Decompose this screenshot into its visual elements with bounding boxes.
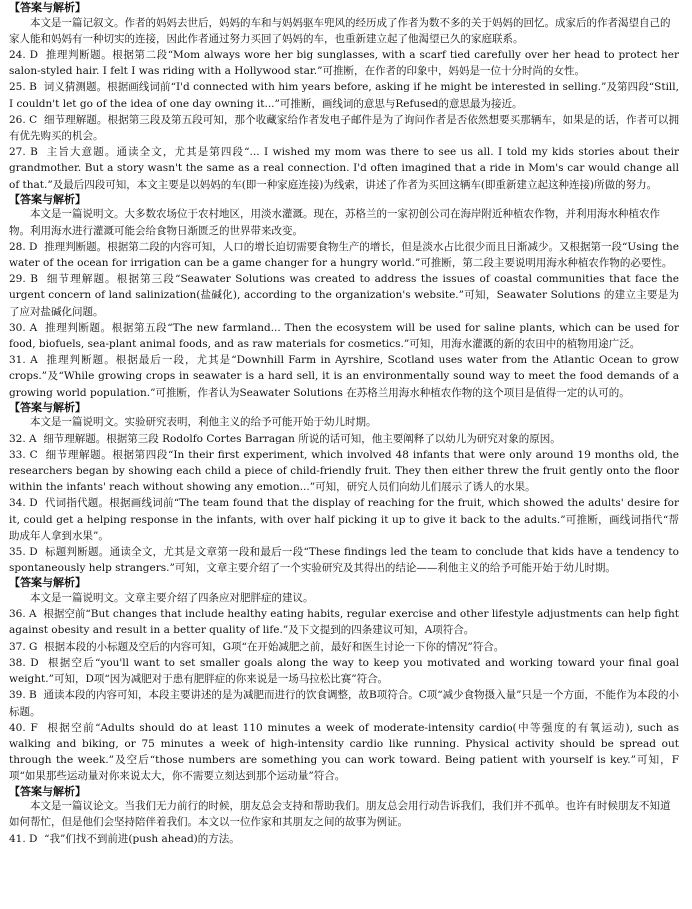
answer-item [9,239,679,271]
answer-item [9,271,679,320]
answer-number: 30. A [9,321,38,334]
answer-explanation: 推理判断题。根据最后一段，尤其是“Downhill Farm in Ayrshire, Scotland uses water from the Atlantic Ocean to grow crops.”及“While growing crops in seawater is a hard sell, it is an environmentally sound way to meet the food demands of a growing world population.”可推断，作者认为Seawater Solutions 在苏格兰用海水种植农作物的这个项目是值得一定的认可的。 [9,354,679,399]
answer-item [9,831,679,847]
answer-explanation: 细节理解题。根据第三段 Rodolfo Cortes Barragan 所说的话可知，他主要阐释了以幼儿为研究对象的原因。 [43,432,561,445]
answer-number: 25. B [9,81,37,94]
section-intro: 本文是一篇议论文。当我们无力前行的时候，朋友总会支持和帮助我们。朋友总会用行动告诉我们，我们并不孤单。也许有时候朋友不知道如何帮忙，但是他们会坚持陪伴着我们。本文以一位作家和其朋友之间的故事为例证。 [9,800,671,829]
answer-item [9,687,679,719]
answer-number: 32. A [9,432,37,445]
answer-explanation: 主旨大意题。通读全文，尤其是第四段“... I wished my mom was there to see us all. I told my kids stories about their grandmother. But a story wasn't the same as a real connection. I'd often imagined that a ride in Mom's car would change all of that.”及最后四段可知，本文主要是以妈妈的车(即一种家庭连接)为线索，讲述了作者为买回这辆车(即重新建立起这种连接)所做的努力。 [9,146,679,191]
answer-number: 36. A [9,608,37,621]
answer-item [9,352,679,401]
answer-number: 40. F [9,721,38,734]
section-heading: 【答案与解析】 [9,400,86,414]
answer-item [9,655,679,687]
answer-number: 29. B [9,273,38,286]
answer-item [9,144,679,193]
answer-item [9,431,679,447]
section-intro: 本文是一篇说明文。大多数农场位于农村地区，用淡水灌溉。现在，苏格兰的一家初创公司在海岸附近种植农作物，并利用海水种植农作物。利用海水进行灌溉可能会给食物日渐匮乏的世界带来改变。 [9,208,660,237]
answer-explanation: 根据本段的小标题及空后的内容可知，G项“在开始减肥之前，最好和医生讨论一下你的情况”符合。 [44,640,505,653]
answer-number: 37. G [9,640,38,653]
answer-section-1 [9,1,679,193]
answer-number: 26. C [9,113,38,126]
answer-item [9,79,679,111]
answer-item [9,720,679,785]
answer-number: 41. D [9,832,38,845]
section-heading: 【答案与解析】 [9,1,86,14]
answer-explanation: 细节理解题。根据第四段“In their first experiment, which involved 48 infants that were only around 19 months old, the researchers began by showing each child a piece of child-friendly fruit. They then either threw the fruit gently onto the floor within the infants' reach without showing any emotion...”可知，研究人员们向幼儿们展示了诱人的水果。 [9,448,679,494]
answer-explanation: 细节理解题。根据第三段“Seawater Solutions was created to address the issues of coastal communities that face the urgent concern of land salinization(盐碱化), according to the organization's website.”可知，Seawater Solutions 的建立主要是为了应对盐碱化问题。 [9,273,679,318]
answer-section-5 [9,785,679,847]
answer-number: 28. D [9,240,38,253]
answer-number: 39. B [9,689,37,702]
answer-number: 35. D [9,546,38,559]
section-heading: 【答案与解析】 [9,192,86,206]
answer-item [9,495,679,544]
answer-item [9,639,679,655]
answer-number: 31. A [9,354,38,367]
answer-explanation: 根据空前“But changes that include healthy eating habits, regular exercise and other lifestyle adjustments can help fight against obesity and result in a better quality of life.”及下文提到的四条建议可知，A项符合。 [9,608,679,637]
answer-explanation: 推理判断题。根据第五段“The new farmland... Then the ecosystem will be used for saline plants, which can be used for food, biofuels, sea-plant animal foods, and as raw materials for cosmetics.”可知，用海水灌溉的新的农田中的植物用途广泛。 [9,321,679,351]
answer-item [9,447,679,496]
answer-number: 33. C [9,448,38,461]
answer-explanation: 推理判断题。根据第二段的内容可知，人口的增长迫切需要食物生产的增长，但是淡水占比很少而且日渐减少。又根据第一段“Using the water of the ocean for irrigation can be a game changer for a hungry world.”可推断，第二段主要说明用海水种植农作物的必要性。 [9,240,679,270]
section-intro: 本文是一篇说明文。实验研究表明，利他主义的给予可能开始于幼儿时期。 [30,416,377,429]
answer-item [9,112,679,144]
answer-section-3 [9,401,679,577]
section-intro: 本文是一篇说明文。文章主要介绍了四条应对肥胖症的建议。 [30,592,314,605]
answer-explanation: 词义猜测题。根据画线词前“I'd connected with him years before, asking if he might be interested in selling.”及第四段“Still, I couldn't let go of the idea of one day owning it...”可推断，画线词的意思与Refused的意思最为接近。 [9,81,679,110]
answer-explanation: “我”们找不到前进(push ahead)的方法。 [44,832,240,845]
answer-item [9,606,679,638]
answer-item [9,47,679,79]
section-heading: 【答案与解析】 [9,576,86,590]
answer-number: 38. D [9,656,39,669]
answer-item [9,320,679,352]
answer-explanation: 代词指代题。根据画线词前“The team found that the display of reaching for the fruit, which showed the adults' desire for it, could get a helping response in the infants, with over half picking it up to give it back to the adults.”可推断，画线词指代“帮助成年人拿到水果”。 [9,497,679,542]
answer-section-4 [9,576,679,784]
answer-explanation: 通读本段的内容可知，本段主要讲述的是为减肥而进行的饮食调整，故B项符合。C项“减少食物摄入量”只是一个方面，不能作为本段的小标题。 [9,689,679,718]
answer-number: 24. D [9,49,39,61]
answer-item [9,544,679,576]
section-intro: 本文是一篇记叙文。作者的妈妈去世后，妈妈的车和与妈妈驱车兜风的经历成了作者为数不多的关于妈妈的回忆。成家后的作者渴望自己的家人能和妈妈有一种切实的连接，因此作者通过努力买回了妈妈的车，也重新建立起了他渴望已久的家庭联系。 [9,16,671,45]
section-heading: 【答案与解析】 [9,784,86,798]
answer-section-2 [9,193,679,401]
answer-explanation: 推理判断题。根据第二段“Mom always wore her big sunglasses, with a scarf tied carefully over her head to protect her salon-styled hair. I felt I was riding with a Hollywood star.”可推断，在作者的印象中，妈妈是一位十分时尚的女性。 [9,49,679,78]
answer-explanation: 根据空后“you'll want to set smaller goals along the way to keep you motivated and working toward your final goal weight.”可知，D项“因为减肥对于患有肥胖症的你来说是一场马拉松比赛”符合。 [9,656,679,686]
answer-number: 27. B [9,146,38,159]
answer-number: 34. D [9,497,38,510]
answer-explanation: 标题判断题。通读全文，尤其是文章第一段和最后一段“These findings led the team to conclude that kids have a tendency to spontaneously help strangers.”可知，文章主要介绍了一个实验研究及其得出的结论——利他主义的给予可能开始于幼儿时期。 [9,546,679,575]
answer-explanation: 根据空前“Adults should do at least 110 minutes a week of moderate-intensity cardio(中等强度的有氧运动), such as walking and biking, or 75 minutes a week of high-intensity cardio like running. Physical activity should be spread out through the week.”及空后“those numbers are something you can work toward. Being patient with yourself is key.”可知，F项“如果那些运动量对你来说太大，你不需要立刻达到那个运动量”符合。 [9,721,679,783]
answer-explanation: 细节理解题。根据第三段及第五段可知，那个收藏家给作者发电子邮件是为了询问作者是否依然想要买那辆车，如果是的话，作者可以拥有优先购买的机会。 [9,113,679,143]
